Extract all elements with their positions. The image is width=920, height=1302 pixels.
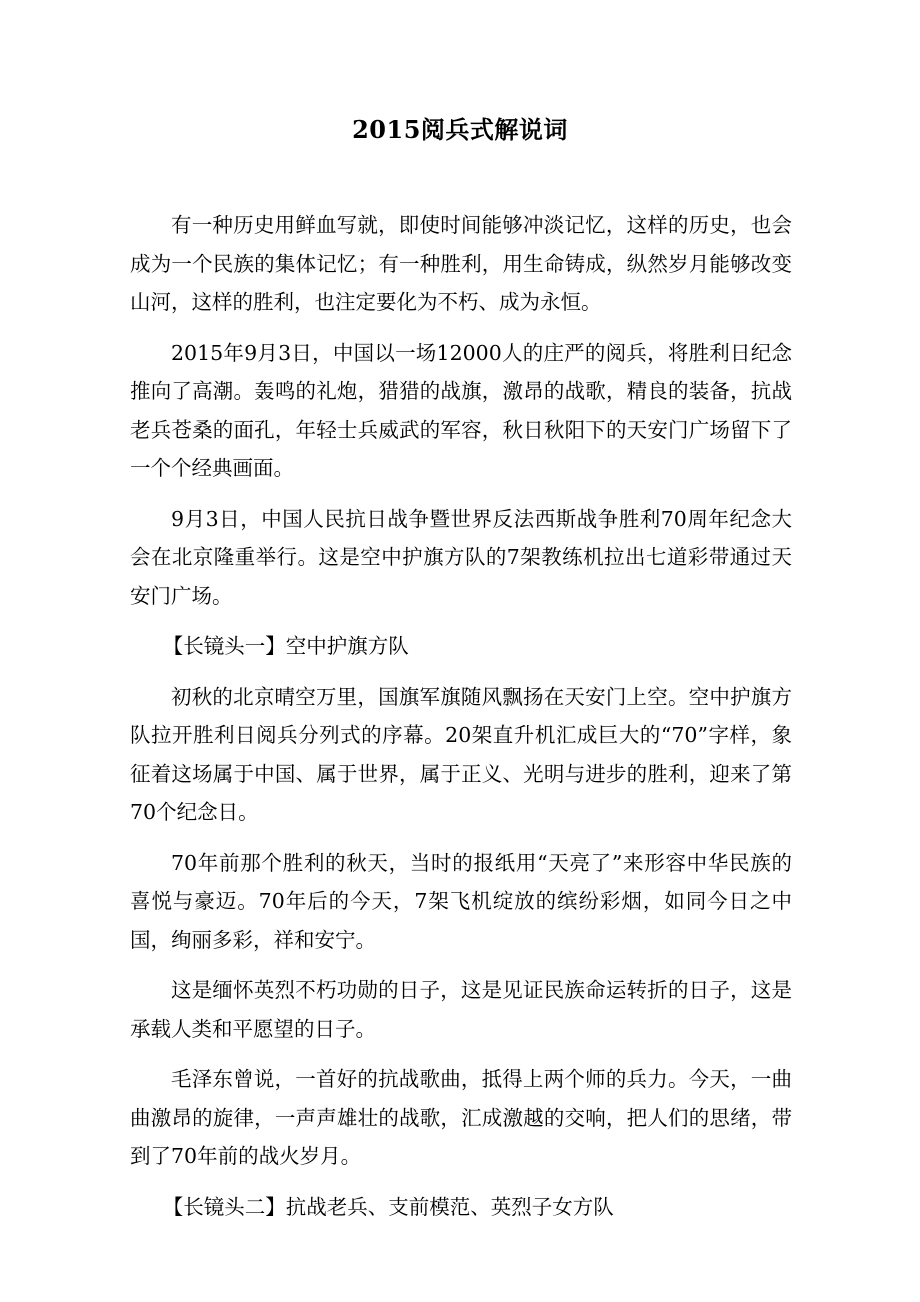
paragraph-air-flag-formation: 初秋的北京晴空万里，国旗军旗随风飘扬在天安门上空。空中护旗方队拉开胜利日阅兵分列式的序幕。20架直升机汇成巨大的“70”字样，象征着这场属于中国、属于世界，属于正义、光明与进步的胜利，迎来了第70个纪念日。 — [130, 684, 792, 824]
paragraph-war-songs: 毛泽东曾说，一首好的抗战歌曲，抵得上两个师的兵力。今天，一曲曲激昂的旋律，一声声雄壮的战歌，汇成激越的交响，把人们的思绪，带到了70年前的战火岁月。 — [130, 1067, 792, 1168]
section-heading-long-shot-two: 【长镜头二】抗战老兵、支前模范、英烈子女方队 — [162, 1194, 614, 1219]
paragraph-parade-overview: 2015年9月3日，中国以一场12000人的庄严的阅兵，将胜利日纪念推向了高潮。轰鸣的礼炮，猎猎的战旗，激昂的战歌，精良的装备，抗战老兵苍桑的面孔，年轻士兵威武的军容，秋日秋阳下的天安门广场留下了一个个经典画面。 — [130, 340, 792, 480]
paragraph-70-years-ago: 70年前那个胜利的秋天，当时的报纸用“天亮了”来形容中华民族的喜悦与豪迈。70年后的今天，7架飞机绽放的缤纷彩烟，如同今日之中国，绚丽多彩，祥和安宁。 — [130, 850, 792, 952]
paragraph-day-meaning: 这是缅怀英烈不朽功勋的日子，这是见证民族命运转折的日子，这是承载人类和平愿望的日子。 — [130, 978, 792, 1041]
paragraph-commemoration: 9月3日，中国人民抗日战争暨世界反法西斯战争胜利70周年纪念大会在北京隆重举行。这是空中护旗方队的7架教练机拉出七道彩带通过天安门广场。 — [130, 506, 792, 608]
document-title: 2015阅兵式解说词 — [352, 115, 568, 144]
section-heading-long-shot-one: 【长镜头一】空中护旗方队 — [162, 634, 409, 658]
paragraph-intro: 有一种历史用鲜血写就，即使时间能够冲淡记忆，这样的历史，也会成为一个民族的集体记忆；有一种胜利，用生命铸成，纵然岁月能够改变山河，这样的胜利，也注定要化为不朽、成为永恒。 — [130, 213, 792, 314]
document-body — [130, 206, 792, 1238]
